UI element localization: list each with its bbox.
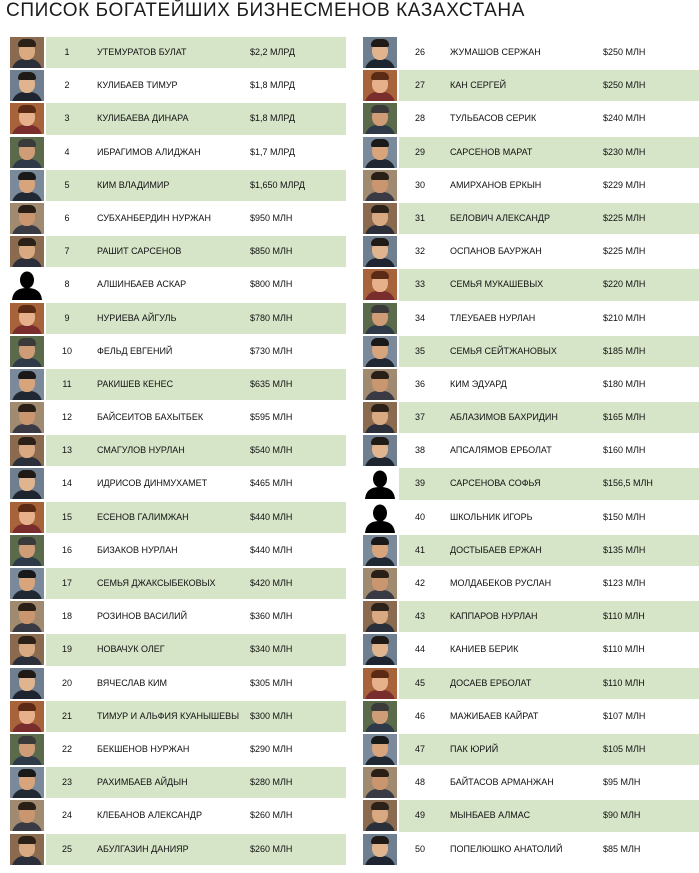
rank-number: 17 xyxy=(61,578,72,588)
rank-number: 43 xyxy=(414,611,425,622)
person-name: БИЗАКОВ НУРЛАН xyxy=(97,544,178,555)
net-worth: $280 МЛН xyxy=(250,777,293,788)
ranking-column-right xyxy=(363,36,699,866)
rank-number: 7 xyxy=(64,246,70,257)
list-item xyxy=(363,733,699,766)
person-name: СМАГУЛОВ НУРЛАН xyxy=(97,445,185,456)
net-worth: $229 МЛН xyxy=(603,179,646,190)
row-band xyxy=(46,336,346,367)
net-worth: $156,5 МЛН xyxy=(603,478,653,489)
rank-number: 28 xyxy=(414,113,425,124)
net-worth: $290 МЛН xyxy=(250,743,293,754)
rank-number: 19 xyxy=(61,644,72,655)
row-band xyxy=(399,369,699,400)
portrait-photo xyxy=(363,767,397,798)
person-name: ФЕЛЬД ЕВГЕНИЙ xyxy=(97,345,173,356)
list-item xyxy=(363,202,699,235)
rank-number: 30 xyxy=(414,179,425,190)
row-band xyxy=(46,535,346,566)
portrait-photo xyxy=(10,170,44,201)
portrait-photo xyxy=(10,568,44,599)
rank-number: 39 xyxy=(414,478,425,489)
row-band xyxy=(399,303,699,334)
row-band xyxy=(46,601,346,632)
list-item xyxy=(10,534,346,567)
row-band xyxy=(46,103,346,134)
rank-number: 9 xyxy=(64,312,70,323)
row-band xyxy=(46,236,346,267)
person-name: САРСЕНОВА СОФЬЯ xyxy=(450,478,541,489)
person-name: АМИРХАНОВ ЕРКЫН xyxy=(450,179,542,190)
list-item xyxy=(363,633,699,666)
net-worth: $440 МЛН xyxy=(250,544,293,555)
rank-number: 44 xyxy=(414,644,425,655)
person-name: КИМ ЭДУАРД xyxy=(450,378,507,389)
list-item xyxy=(10,667,346,700)
list-item xyxy=(363,268,699,301)
rank-number: 49 xyxy=(414,810,425,821)
row-band xyxy=(399,634,699,665)
person-name: КУЛИБАЕВ ТИМУР xyxy=(97,80,178,91)
list-item xyxy=(10,467,346,500)
person-name: ДОСАЕВ ЕРБОЛАТ xyxy=(450,677,532,688)
net-worth: $220 МЛН xyxy=(603,279,646,290)
person-name: КАППАРОВ НУРЛАН xyxy=(450,611,538,622)
net-worth: $1,8 МЛРД xyxy=(250,80,295,91)
net-worth: $110 МЛН xyxy=(603,611,645,622)
portrait-photo xyxy=(363,634,397,665)
row-band xyxy=(399,236,699,267)
person-name: СЕМЬЯ СЕЙТЖАНОВЫХ xyxy=(450,345,557,356)
net-worth: $440 МЛН xyxy=(250,511,293,522)
rank-number: 25 xyxy=(61,843,72,854)
portrait-photo xyxy=(363,601,397,632)
person-name: ИДРИСОВ ДИНМУХАМЕТ xyxy=(97,478,208,489)
net-worth: $165 МЛН xyxy=(603,412,646,423)
person-name: КУЛИБАЕВА ДИНАРА xyxy=(97,113,189,124)
portrait-photo xyxy=(10,402,44,433)
rank-number: 2 xyxy=(64,80,70,91)
person-name: НУРИЕВА АЙГУЛЬ xyxy=(97,312,177,323)
list-item xyxy=(363,368,699,401)
rank-number: 18 xyxy=(61,611,72,622)
person-name: СЕМЬЯ ДЖАКСЫБЕКОВЫХ xyxy=(97,578,216,588)
net-worth: $135 МЛН xyxy=(603,544,646,555)
portrait-photo xyxy=(10,236,44,267)
rank-number: 40 xyxy=(414,511,425,522)
row-band xyxy=(46,435,346,466)
portrait-photo xyxy=(10,535,44,566)
portrait-photo xyxy=(10,70,44,101)
person-name: МЫНБАЕВ АЛМАС xyxy=(450,810,531,821)
row-band xyxy=(46,37,346,68)
list-item xyxy=(10,833,346,866)
rank-number: 32 xyxy=(414,246,425,257)
rank-number: 45 xyxy=(414,677,425,688)
rank-number: 11 xyxy=(62,378,72,389)
person-name: КЛЕБАНОВ АЛЕКСАНДР xyxy=(97,810,203,821)
net-worth: $123 МЛН xyxy=(603,578,646,588)
person-name: КАН СЕРГЕЙ xyxy=(450,80,507,91)
portrait-photo xyxy=(363,800,397,831)
list-item xyxy=(10,733,346,766)
list-item xyxy=(10,368,346,401)
person-name: РАХИМБАЕВ АЙДЫН xyxy=(97,777,188,788)
net-worth: $2,2 МЛРД xyxy=(250,47,295,57)
portrait-photo xyxy=(363,303,397,334)
portrait-photo xyxy=(10,734,44,765)
portrait-photo xyxy=(363,170,397,201)
list-item xyxy=(363,36,699,69)
portrait-photo xyxy=(363,435,397,466)
list-item xyxy=(363,401,699,434)
list-item xyxy=(10,434,346,467)
rank-number: 33 xyxy=(414,279,425,290)
portrait-photo xyxy=(363,568,397,599)
list-item xyxy=(10,136,346,169)
rank-number: 23 xyxy=(61,777,72,788)
rank-number: 46 xyxy=(414,710,425,721)
net-worth: $780 МЛН xyxy=(250,312,293,323)
list-item xyxy=(10,202,346,235)
net-worth: $95 МЛН xyxy=(603,777,641,788)
net-worth: $210 МЛН xyxy=(603,312,646,323)
list-item xyxy=(363,69,699,102)
list-item xyxy=(363,235,699,268)
person-name: ПАК ЮРИЙ xyxy=(450,743,499,754)
list-item xyxy=(10,633,346,666)
person-name: АЛШИНБАЕВ АСКАР xyxy=(97,279,187,290)
portrait-photo xyxy=(363,701,397,732)
list-item xyxy=(363,667,699,700)
net-worth: $107 МЛН xyxy=(603,710,646,721)
list-item xyxy=(363,169,699,202)
net-worth: $230 МЛН xyxy=(603,146,646,157)
portrait-photo xyxy=(363,37,397,68)
list-item xyxy=(10,69,346,102)
person-name: АБУЛГАЗИН ДАНИЯР xyxy=(97,843,189,854)
person-name: ДОСТЫБАЕВ ЕРЖАН xyxy=(450,544,542,555)
rank-number: 26 xyxy=(414,47,425,57)
net-worth: $1,650 МЛРД xyxy=(250,179,305,190)
net-worth: $950 МЛН xyxy=(250,212,293,223)
rank-number: 41 xyxy=(414,544,425,555)
net-worth: $110 МЛН xyxy=(603,644,645,655)
row-band xyxy=(399,734,699,765)
rank-number: 48 xyxy=(414,777,425,788)
portrait-photo xyxy=(10,435,44,466)
portrait-photo xyxy=(363,269,397,300)
rank-number: 8 xyxy=(64,279,70,290)
list-item xyxy=(363,534,699,567)
portrait-photo xyxy=(10,137,44,168)
row-band xyxy=(399,170,699,201)
portrait-photo xyxy=(10,336,44,367)
rank-number: 4 xyxy=(64,146,70,157)
list-item xyxy=(363,600,699,633)
list-item xyxy=(363,501,699,534)
rank-number: 15 xyxy=(61,511,72,522)
net-worth: $105 МЛН xyxy=(603,743,646,754)
rank-number: 20 xyxy=(61,677,72,688)
portrait-photo xyxy=(363,203,397,234)
list-item xyxy=(363,136,699,169)
person-name: СУБХАНБЕРДИН НУРЖАН xyxy=(97,212,211,223)
net-worth: $420 МЛН xyxy=(250,578,293,588)
list-item xyxy=(10,36,346,69)
rank-number: 37 xyxy=(414,412,425,423)
person-name: БАЙСЕИТОВ БАХЫТБЕК xyxy=(97,412,204,423)
person-name: РАКИШЕВ КЕНЕС xyxy=(97,378,174,389)
list-item xyxy=(10,501,346,534)
list-item xyxy=(10,799,346,832)
list-item xyxy=(10,235,346,268)
portrait-photo xyxy=(363,137,397,168)
list-item xyxy=(363,567,699,600)
rank-number: 27 xyxy=(414,80,425,91)
list-item xyxy=(363,302,699,335)
rank-number: 22 xyxy=(61,743,72,754)
net-worth: $185 МЛН xyxy=(603,345,646,356)
portrait-photo xyxy=(10,634,44,665)
rank-number: 36 xyxy=(414,378,425,389)
person-name: НОВАЧУК ОЛЕГ xyxy=(97,644,165,655)
row-band xyxy=(46,767,346,798)
portrait-photo xyxy=(10,767,44,798)
row-band xyxy=(46,369,346,400)
portrait-photo xyxy=(363,535,397,566)
person-name: КАНИЕВ БЕРИК xyxy=(450,644,519,655)
person-name: ИБРАГИМОВ АЛИДЖАН xyxy=(97,146,201,157)
rank-number: 29 xyxy=(414,146,425,157)
portrait-photo xyxy=(363,502,397,533)
rank-number: 14 xyxy=(61,478,72,489)
person-name: УТЕМУРАТОВ БУЛАТ xyxy=(97,47,187,57)
portrait-photo xyxy=(10,369,44,400)
person-name: РОЗИНОВ ВАСИЛИЙ xyxy=(97,611,188,622)
rank-number: 50 xyxy=(414,843,425,854)
rank-number: 10 xyxy=(61,345,72,356)
net-worth: $1,8 МЛРД xyxy=(250,113,295,124)
list-item xyxy=(363,700,699,733)
net-worth: $360 МЛН xyxy=(250,611,293,622)
rank-number: 31 xyxy=(414,212,425,223)
person-name: РАШИТ САРСЕНОВ xyxy=(97,246,182,257)
net-worth: $90 МЛН xyxy=(603,810,641,821)
person-name: БЕЛОВИЧ АЛЕКСАНДР xyxy=(450,212,550,223)
portrait-photo xyxy=(363,103,397,134)
row-band xyxy=(399,70,699,101)
portrait-photo xyxy=(363,734,397,765)
list-item xyxy=(363,434,699,467)
person-name: МАЖИБАЕВ КАЙРАТ xyxy=(450,710,539,721)
list-item xyxy=(10,600,346,633)
row-band xyxy=(399,535,699,566)
net-worth: $305 МЛН xyxy=(250,677,293,688)
person-name: ШКОЛЬНИК ИГОРЬ xyxy=(450,511,533,522)
portrait-photo xyxy=(10,303,44,334)
list-item xyxy=(10,766,346,799)
rank-number: 6 xyxy=(64,212,70,223)
person-name: ПОПЕЛЮШКО АНАТОЛИЙ xyxy=(450,843,563,854)
portrait-photo xyxy=(10,800,44,831)
page-title: СПИСОК БОГАТЕЙШИХ БИЗНЕСМЕНОВ КАЗАХСТАНА xyxy=(6,0,525,21)
list-item xyxy=(10,567,346,600)
net-worth: $160 МЛН xyxy=(603,445,646,456)
portrait-photo xyxy=(10,668,44,699)
person-name: ТЛЕУБАЕВ НУРЛАН xyxy=(450,312,536,323)
portrait-photo xyxy=(363,834,397,865)
row-band xyxy=(46,502,346,533)
portrait-photo xyxy=(363,468,397,499)
rank-number: 13 xyxy=(61,445,72,456)
net-worth: $240 МЛН xyxy=(603,113,646,124)
row-band xyxy=(399,601,699,632)
net-worth: $180 МЛН xyxy=(603,378,646,389)
row-band xyxy=(399,468,699,499)
net-worth: $300 МЛН xyxy=(250,710,293,721)
row-band xyxy=(46,303,346,334)
row-band xyxy=(399,269,699,300)
net-worth: $1,7 МЛРД xyxy=(250,146,295,157)
net-worth: $225 МЛН xyxy=(603,212,646,223)
person-name: БЕКШЕНОВ НУРЖАН xyxy=(97,743,190,754)
row-band xyxy=(46,834,346,865)
net-worth: $260 МЛН xyxy=(250,843,293,854)
list-item xyxy=(10,302,346,335)
net-worth: $340 МЛН xyxy=(250,644,293,655)
portrait-photo xyxy=(363,336,397,367)
row-band xyxy=(399,502,699,533)
net-worth: $250 МЛН xyxy=(603,80,646,91)
row-band xyxy=(46,668,346,699)
list-item xyxy=(363,335,699,368)
person-name: САРСЕНОВ МАРАТ xyxy=(450,146,533,157)
rank-number: 3 xyxy=(64,113,70,124)
row-band xyxy=(399,137,699,168)
row-band xyxy=(399,701,699,732)
row-band xyxy=(399,103,699,134)
net-worth: $85 МЛН xyxy=(603,843,641,854)
list-item xyxy=(363,833,699,866)
net-worth: $595 МЛН xyxy=(250,412,293,423)
net-worth: $260 МЛН xyxy=(250,810,293,821)
portrait-photo xyxy=(363,402,397,433)
person-name: ОСПАНОВ БАУРЖАН xyxy=(450,246,542,257)
net-worth: $635 МЛН xyxy=(250,378,293,389)
net-worth: $250 МЛН xyxy=(603,47,646,57)
portrait-photo xyxy=(10,601,44,632)
person-name: КИМ ВЛАДИМИР xyxy=(97,179,170,190)
list-item xyxy=(10,335,346,368)
portrait-photo xyxy=(363,668,397,699)
person-name: ТУЛЬБАСОВ СЕРИК xyxy=(450,113,537,124)
person-name: ЕСЕНОВ ГАЛИМЖАН xyxy=(97,511,189,522)
net-worth: $110 МЛН xyxy=(603,677,645,688)
list-item xyxy=(10,268,346,301)
row-band xyxy=(46,70,346,101)
rank-number: 12 xyxy=(61,412,72,423)
list-item xyxy=(10,401,346,434)
net-worth: $225 МЛН xyxy=(603,246,646,257)
rank-number: 42 xyxy=(414,578,425,588)
person-name: БАЙТАСОВ АРМАНЖАН xyxy=(450,777,554,788)
row-band xyxy=(399,668,699,699)
rank-number: 5 xyxy=(64,179,70,190)
row-band xyxy=(46,734,346,765)
portrait-photo xyxy=(363,70,397,101)
portrait-photo xyxy=(10,37,44,68)
row-band xyxy=(399,800,699,831)
person-name: ЖУМАШОВ СЕРЖАН xyxy=(450,47,541,57)
person-name: ВЯЧЕСЛАВ КИМ xyxy=(97,677,168,688)
ranking-column-left xyxy=(10,36,346,866)
list-item xyxy=(10,700,346,733)
net-worth: $465 МЛН xyxy=(250,478,293,489)
row-band xyxy=(46,269,346,300)
rank-number: 38 xyxy=(414,445,425,456)
net-worth: $850 МЛН xyxy=(250,246,293,257)
portrait-photo xyxy=(10,701,44,732)
row-band xyxy=(46,634,346,665)
rank-number: 21 xyxy=(61,710,72,721)
rank-number: 24 xyxy=(61,810,72,821)
list-item xyxy=(363,102,699,135)
net-worth: $540 МЛН xyxy=(250,445,293,456)
portrait-photo xyxy=(10,834,44,865)
rank-number: 34 xyxy=(414,312,425,323)
list-item xyxy=(363,467,699,500)
rank-number: 35 xyxy=(414,345,425,356)
portrait-photo xyxy=(10,502,44,533)
net-worth: $150 МЛН xyxy=(603,511,646,522)
portrait-photo xyxy=(10,103,44,134)
portrait-photo xyxy=(10,269,44,300)
net-worth: $800 МЛН xyxy=(250,279,293,290)
rank-number: 47 xyxy=(414,743,425,754)
person-name: МОЛДАБЕКОВ РУСЛАН xyxy=(450,578,552,588)
portrait-photo xyxy=(10,203,44,234)
list-item xyxy=(10,102,346,135)
person-name: АБЛАЗИМОВ БАХРИДИН xyxy=(450,412,558,423)
portrait-photo xyxy=(10,468,44,499)
list-item xyxy=(10,169,346,202)
person-name: ТИМУР И АЛЬФИЯ КУАНЫШЕВЫ xyxy=(97,710,240,721)
person-name: СЕМЬЯ МУКАШЕВЫХ xyxy=(450,279,544,290)
portrait-photo xyxy=(363,236,397,267)
row-band xyxy=(399,37,699,68)
rank-number: 1 xyxy=(64,47,70,57)
person-name: АПСАЛЯМОВ ЕРБОЛАТ xyxy=(450,445,552,456)
portrait-photo xyxy=(363,369,397,400)
net-worth: $730 МЛН xyxy=(250,345,293,356)
list-item xyxy=(363,799,699,832)
list-item xyxy=(363,766,699,799)
rank-number: 16 xyxy=(61,544,72,555)
